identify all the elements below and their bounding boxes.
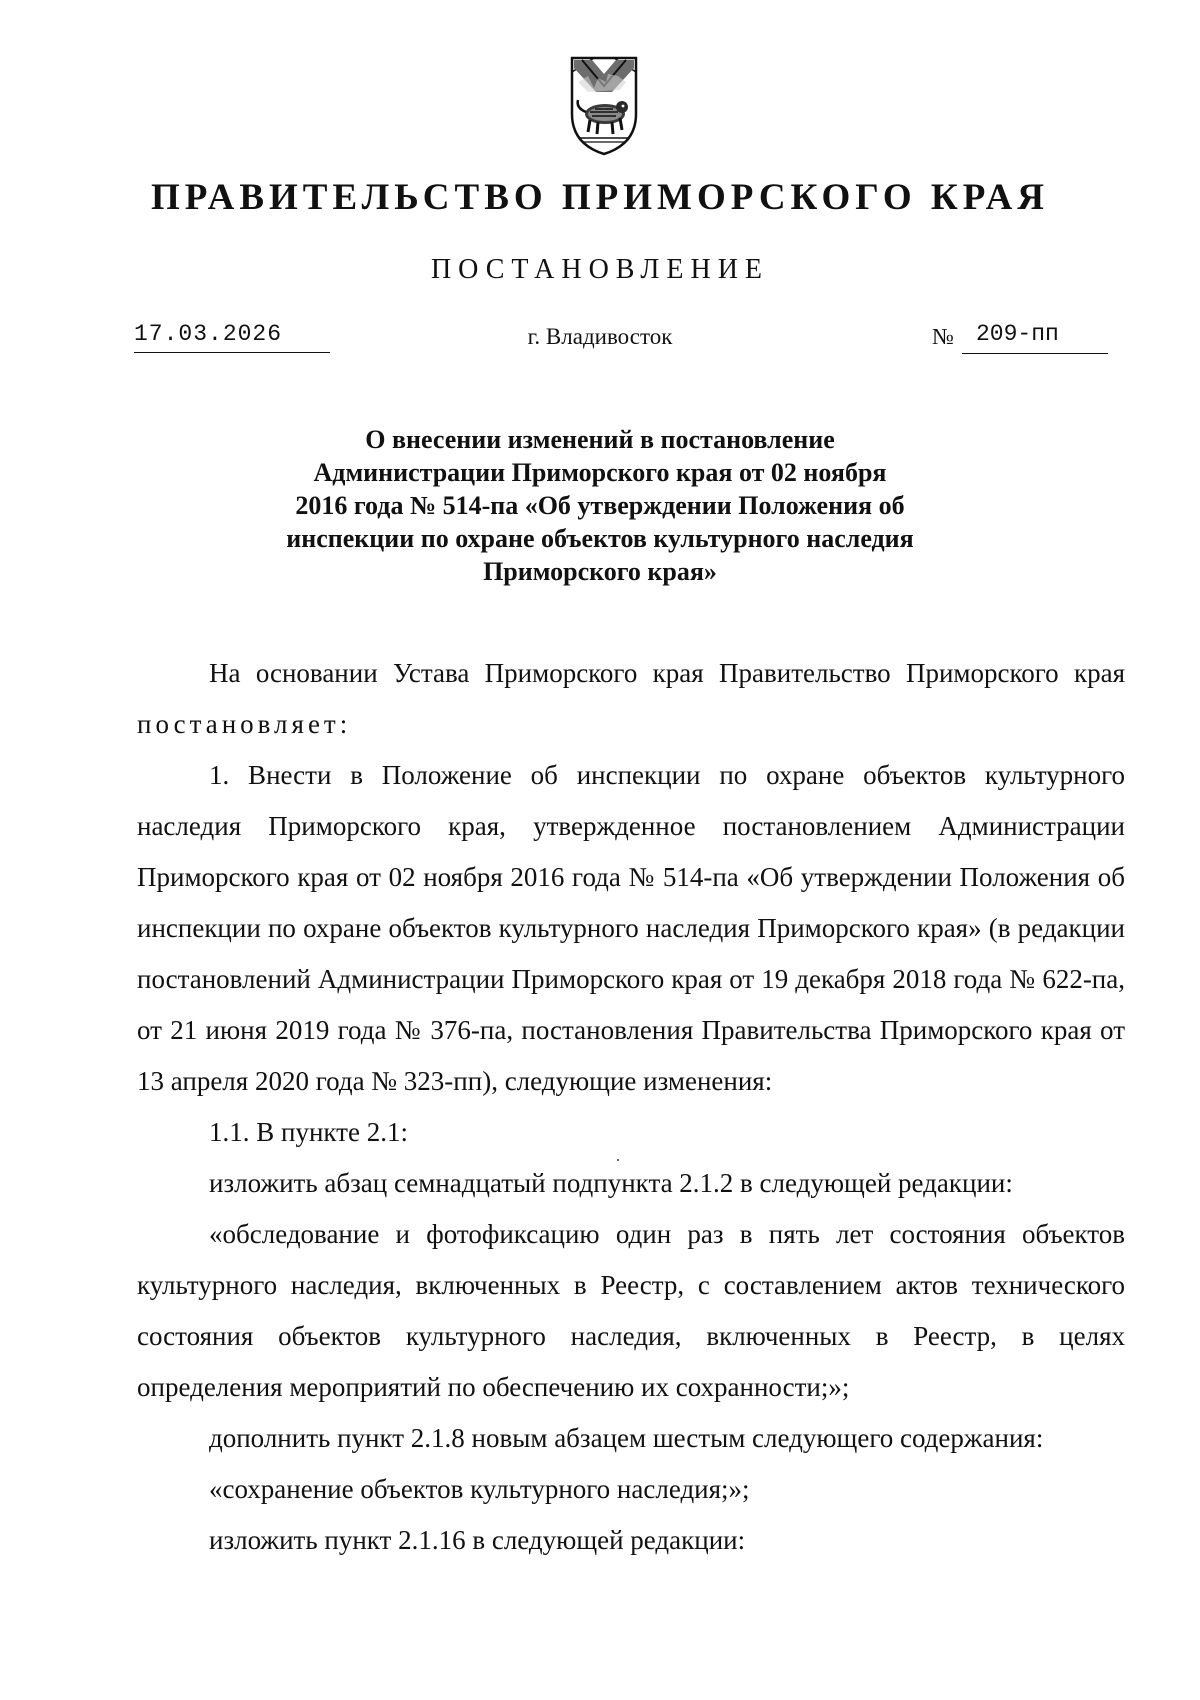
document-date: 17.03.2026 — [134, 321, 330, 353]
body-paragraph: 1.1. В пункте 2.1: — [209, 1117, 408, 1147]
subject-line: О внесении изменений в постановление — [365, 425, 835, 454]
body-paragraph: «сохранение объектов культурного наследия;»; — [209, 1474, 750, 1504]
organization-title: ПРАВИТЕЛЬСТВО ПРИМОРСКОГО КРАЯ — [150, 177, 1050, 218]
document-number: 209-пп — [962, 321, 1108, 354]
body-paragraph: 1. Внести в Положение об инспекции по охране объектов культурного наследия Приморского края, утвержденное постановлением Администрации Приморского края от 02 ноября 2016 года № 514-па «Об утверждении Положения об инспекции по охране объектов культурного наследия Приморского края» (в редакции постановлений Администрации Приморского края от 19 декабря 2018 года № 622-па, от 21 июня 2019 года № 376-па, постановления Правительства Приморского края от 13 апреля 2020 года № 323-пп), следующие изменения: — [137, 760, 1125, 1096]
body-paragraph: «обследование и фотофиксацию один раз в пять лет состояния объектов культурного наследия, включенных в Реестр, с составлением актов технического состояния объектов культурного наследия, включенных в Реестр, в целях определения мероприятий по обеспечению их сохранности;»; — [137, 1219, 1125, 1402]
document-city: г. Владивосток — [527, 324, 673, 349]
scan-speck — [617, 1159, 619, 1161]
document-body — [137, 648, 1125, 1566]
subject-line: Приморского края» — [483, 557, 717, 586]
document-type-heading: ПОСТАНОВЛЕНИЕ — [430, 254, 770, 285]
coat-of-arms-emblem — [568, 52, 640, 158]
subject-line: инспекции по охране объектов культурного наследия — [286, 524, 914, 553]
document-subject — [0, 423, 1200, 588]
number-label: № — [932, 324, 954, 349]
subject-line: 2016 года № 514-па «Об утверждении Положения об — [295, 491, 905, 520]
body-paragraph — [137, 648, 1125, 750]
resolves-word: постановляет: — [137, 709, 352, 739]
body-paragraph: изложить абзац семнадцатый подпункта 2.1.2 в следующей редакции: — [209, 1168, 1013, 1198]
body-paragraph: изложить пункт 2.1.16 в следующей редакции: — [209, 1525, 746, 1555]
body-paragraph: дополнить пункт 2.1.8 новым абзацем шестым следующего содержания: — [209, 1423, 1044, 1453]
basis-text: На основании Устава Приморского края Правительство Приморского края — [209, 658, 1125, 688]
subject-line: Администрации Приморского края от 02 ноября — [313, 458, 887, 487]
